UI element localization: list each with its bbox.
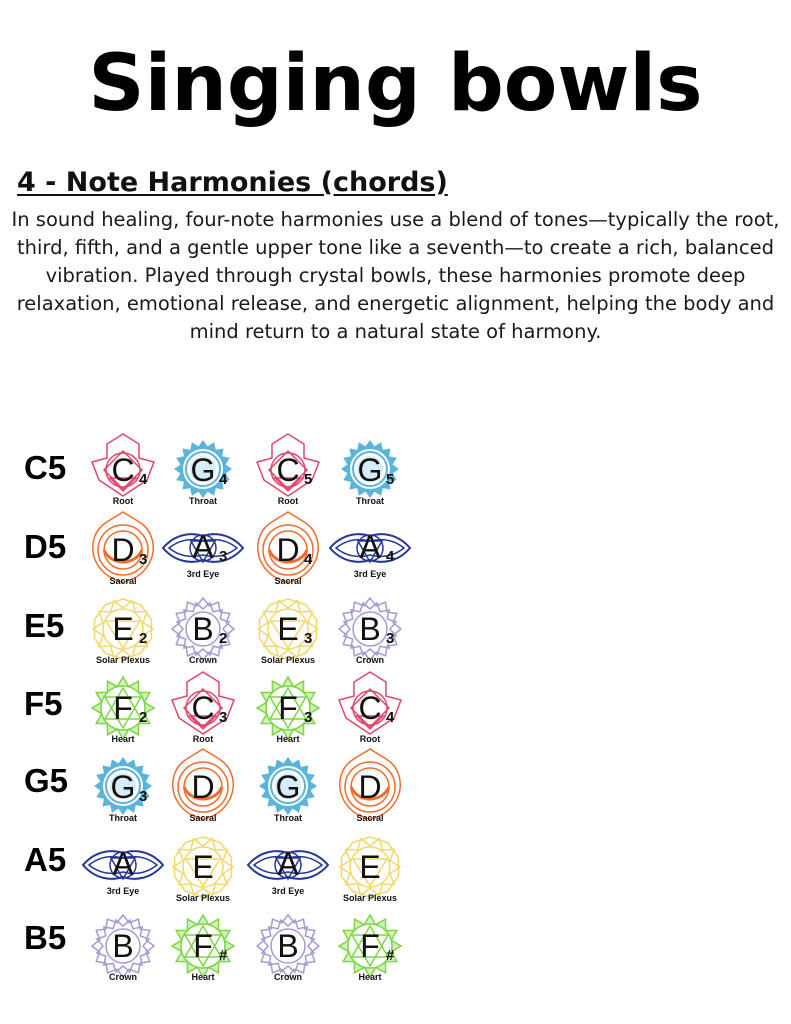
chakra-caption: 3rd Eye [106, 886, 140, 896]
chakra-caption: Sacral [356, 813, 384, 823]
throat-chakra-icon [163, 432, 243, 512]
heart-chakra-icon [163, 908, 243, 988]
bowl-note-card [248, 591, 328, 669]
bowl-note-card [83, 839, 163, 917]
octave-subscript: 4 [386, 548, 395, 565]
chakra-caption: Root [359, 734, 381, 744]
chakra-caption: Throat [356, 496, 384, 506]
chakra-caption: Heart [358, 972, 382, 982]
chakra-caption: 3rd Eye [353, 569, 387, 579]
crown-chakra-icon [163, 591, 243, 671]
chakra-caption: Solar Plexus [342, 893, 398, 903]
chakra-caption: Crown [274, 972, 302, 982]
chakra-caption: Root [112, 496, 134, 506]
octave-subscript: 4 [219, 471, 228, 488]
bowl-note-card [248, 908, 328, 986]
bowl-note-card [330, 522, 410, 600]
root-chakra-icon [83, 432, 163, 512]
chakra-caption: Sacral [189, 813, 217, 823]
bowl-note-card [83, 432, 163, 510]
note-letter: E [192, 849, 214, 885]
octave-subscript: 3 [219, 709, 228, 726]
throat-chakra-icon [330, 432, 410, 512]
bowl-note-card [163, 522, 243, 600]
intro-paragraph: In sound healing, four-note harmonies use a blend of tones—typically the root, third, fifth, and a gentle upper tone like a seventh—to create a rich, balanced vibration. Played through crystal bowls, these harmonies promote deep relaxation, emotional release, and energetic alignment, helping the body and mind return to a natural state of harmony. [11, 208, 780, 343]
note-letter: E [277, 611, 299, 647]
bowl-note-card [163, 908, 243, 986]
crown-chakra-icon [248, 908, 328, 988]
octave-subscript: 2 [219, 630, 228, 647]
octave-subscript: 5 [386, 471, 395, 488]
octave-subscript: 4 [386, 709, 395, 726]
note-letter: D [276, 532, 300, 568]
chord-label-f5: F5 [24, 685, 63, 722]
chakra-caption: Heart [191, 972, 215, 982]
note-letter: B [192, 611, 214, 647]
heart-chakra-icon [330, 908, 410, 988]
chakra-caption: Sacral [109, 576, 137, 586]
solar-plexus-chakra-icon [163, 829, 243, 909]
chakra-caption: Solar Plexus [260, 655, 316, 665]
bowl-note-card [83, 512, 163, 590]
chakra-caption: Throat [274, 813, 302, 823]
note-letter: D [191, 769, 215, 805]
note-letter: F [360, 928, 380, 964]
octave-subscript: 3 [304, 630, 313, 647]
chord-label-d5: D5 [24, 528, 67, 565]
note-letter: F [278, 690, 298, 726]
octave-subscript: 3 [139, 551, 148, 568]
sacral-chakra-icon [83, 512, 163, 592]
solar-plexus-chakra-icon [83, 591, 163, 671]
bowl-note-card [248, 512, 328, 590]
chakra-caption: Solar Plexus [175, 893, 231, 903]
bowl-note-card [248, 749, 328, 827]
note-letter: G [110, 769, 136, 805]
sacral-chakra-icon [330, 749, 410, 829]
chakra-caption: Root [192, 734, 214, 744]
solar-plexus-chakra-icon [330, 829, 410, 909]
root-chakra-icon [330, 670, 410, 750]
section-heading: 4 - Note Harmonies (chords) [17, 167, 448, 198]
note-letter: F [193, 928, 213, 964]
note-letter: B [359, 611, 381, 647]
octave-subscript: 5 [304, 471, 313, 488]
bowl-note-card [163, 432, 243, 510]
throat-chakra-icon [248, 749, 328, 829]
note-letter: F [113, 690, 133, 726]
octave-subscript: 3 [386, 630, 395, 647]
chakra-caption: Heart [111, 734, 135, 744]
note-letter: B [112, 928, 134, 964]
bowl-note-card [330, 432, 410, 510]
chakra-caption: Solar Plexus [95, 655, 151, 665]
chord-label-g5: G5 [24, 762, 69, 799]
chord-label-a5: A5 [24, 841, 67, 878]
crown-chakra-icon [330, 591, 410, 671]
bowl-note-card [163, 829, 243, 907]
solar-plexus-chakra-icon [248, 591, 328, 671]
chakra-caption: Root [277, 496, 299, 506]
octave-subscript: 2 [139, 630, 148, 647]
chakra-caption: 3rd Eye [271, 886, 305, 896]
heart-chakra-icon [248, 670, 328, 750]
note-letter: G [357, 452, 383, 488]
bowl-note-card [163, 670, 243, 748]
chakra-caption: 3rd Eye [186, 569, 220, 579]
octave-subscript: # [219, 947, 228, 964]
chord-label-c5: C5 [24, 449, 67, 486]
bowl-note-card [83, 908, 163, 986]
chakra-caption: Crown [109, 972, 137, 982]
note-letter: E [112, 611, 134, 647]
chakra-caption: Heart [276, 734, 300, 744]
bowl-note-card [163, 591, 243, 669]
note-letter: A [112, 846, 134, 882]
note-letter: G [275, 769, 301, 805]
sacral-chakra-icon [248, 512, 328, 592]
bowl-note-card [330, 591, 410, 669]
note-letter: A [359, 529, 381, 565]
note-letter: A [192, 529, 214, 565]
third-eye-chakra-icon [248, 839, 328, 919]
note-letter: E [359, 849, 381, 885]
bowl-note-card [330, 908, 410, 986]
chakra-caption: Throat [189, 496, 217, 506]
chakra-caption: Sacral [274, 576, 302, 586]
bowl-note-card [248, 432, 328, 510]
octave-subscript: 3 [139, 788, 148, 805]
bowl-note-card [83, 591, 163, 669]
note-letter: D [111, 532, 135, 568]
chord-label-e5: E5 [24, 607, 65, 644]
bowl-note-card [83, 670, 163, 748]
octave-subscript: # [386, 947, 395, 964]
root-chakra-icon [248, 432, 328, 512]
sacral-chakra-icon [163, 749, 243, 829]
octave-subscript: 4 [139, 471, 148, 488]
note-letter: G [190, 452, 216, 488]
octave-subscript: 3 [304, 709, 313, 726]
crown-chakra-icon [83, 908, 163, 988]
third-eye-chakra-icon [83, 839, 163, 919]
page-title: Singing bowls [88, 39, 703, 129]
third-eye-chakra-icon [163, 522, 243, 602]
chakra-caption: Crown [189, 655, 217, 665]
bowl-note-card [330, 670, 410, 748]
chakra-caption: Throat [109, 813, 137, 823]
chakra-caption: Crown [356, 655, 384, 665]
octave-subscript: 4 [304, 551, 313, 568]
note-letter: C [358, 690, 382, 726]
bowl-note-card [330, 749, 410, 827]
third-eye-chakra-icon [330, 522, 410, 602]
note-letter: C [111, 452, 135, 488]
octave-subscript: 2 [139, 709, 148, 726]
octave-subscript: 3 [219, 548, 228, 565]
bowl-note-card [163, 749, 243, 827]
note-letter: A [277, 846, 299, 882]
bowl-note-card [330, 829, 410, 907]
bowl-note-card [248, 839, 328, 917]
bowl-note-card [83, 749, 163, 827]
note-letter: C [191, 690, 215, 726]
note-letter: C [276, 452, 300, 488]
bowl-note-card [248, 670, 328, 748]
chord-label-b5: B5 [24, 919, 67, 956]
note-letter: B [277, 928, 299, 964]
heart-chakra-icon [83, 670, 163, 750]
note-letter: D [358, 769, 382, 805]
root-chakra-icon [163, 670, 243, 750]
throat-chakra-icon [83, 749, 163, 829]
